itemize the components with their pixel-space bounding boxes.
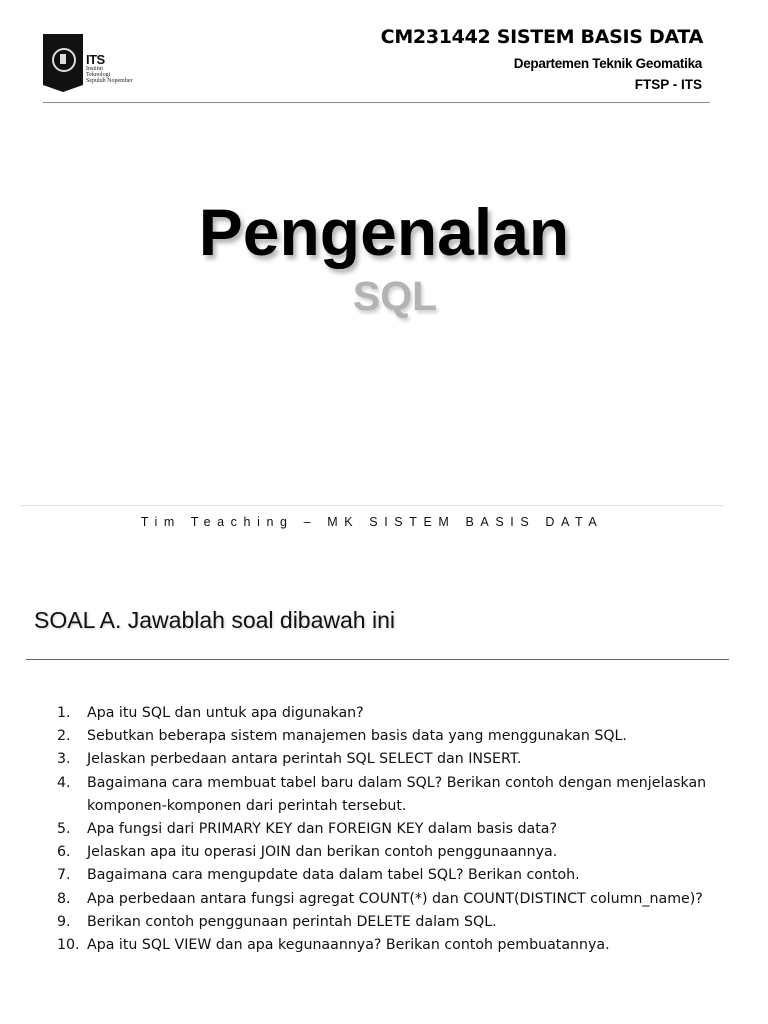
question-number: 4. [57, 774, 71, 791]
question-number: 7. [57, 867, 71, 884]
question-number: 10. [57, 937, 80, 954]
question-text: Sebutkan beberapa sistem manajemen basis data yang menggunakan SQL. [87, 728, 627, 745]
question-item [57, 748, 737, 771]
question-number: 3. [57, 751, 71, 768]
question-number: 9. [57, 913, 71, 930]
logo-line: Institut [86, 66, 104, 72]
logo-line: Sepuluh Nopember [86, 78, 133, 84]
question-item [57, 888, 737, 911]
course-title: CM231442 SISTEM BASIS DATA [380, 26, 703, 48]
question-item [57, 911, 737, 934]
question-text: Apa perbedaan antara fungsi agregat COUNT(*) dan COUNT(DISTINCT column_name)? [87, 890, 703, 907]
question-number: 1. [57, 705, 71, 721]
question-item [57, 725, 737, 748]
question-number: 5. [57, 821, 71, 838]
section-title: SOAL A. Jawablah soal dibawah ini [34, 607, 395, 633]
question-text: Apa itu SQL VIEW dan apa kegunaannya? Berikan contoh pembuatannya. [87, 937, 610, 954]
cover-divider [20, 505, 724, 506]
question-text: Apa fungsi dari PRIMARY KEY dan FOREIGN KEY dalam basis data? [87, 821, 558, 838]
question-number: 8. [57, 890, 71, 907]
question-text: Bagaimana cara membuat tabel baru dalam SQL? Berikan contoh dengan menjelaskan komponen-komponen dari perintah tersebut. [87, 774, 707, 814]
question-item [57, 772, 737, 818]
logo-abbr: ITS [86, 52, 105, 67]
its-shield-icon [43, 34, 83, 92]
faculty-name: FTSP - ITS [634, 77, 702, 92]
logo-line: Teknologi [86, 72, 111, 78]
question-item [57, 841, 737, 864]
department-name: Departemen Teknik Geomatika [513, 56, 702, 71]
question-list [57, 702, 737, 957]
question-item [57, 934, 737, 957]
question-number: 2. [57, 728, 71, 745]
question-text: Apa itu SQL dan untuk apa digunakan? [87, 705, 364, 721]
question-text: Berikan contoh penggunaan perintah DELETE dalam SQL. [87, 913, 497, 930]
question-item [57, 702, 737, 725]
header-divider [43, 102, 710, 103]
question-item [57, 818, 737, 841]
question-text: Jelaskan perbedaan antara perintah SQL SELECT dan INSERT. [87, 751, 522, 768]
logo-text [86, 53, 133, 84]
cover-title: Pengenalan [198, 195, 570, 269]
teaching-team: Tim Teaching – MK SISTEM BASIS DATA [140, 515, 604, 529]
question-number: 6. [57, 844, 71, 861]
question-text: Bagaimana cara mengupdate data dalam tabel SQL? Berikan contoh. [87, 867, 580, 884]
section-divider [26, 659, 729, 660]
cover-subtitle: SQL [352, 273, 438, 319]
its-logo [43, 34, 133, 92]
question-item [57, 864, 737, 887]
question-text: Jelaskan apa itu operasi JOIN dan berikan contoh penggunaannya. [87, 844, 558, 861]
